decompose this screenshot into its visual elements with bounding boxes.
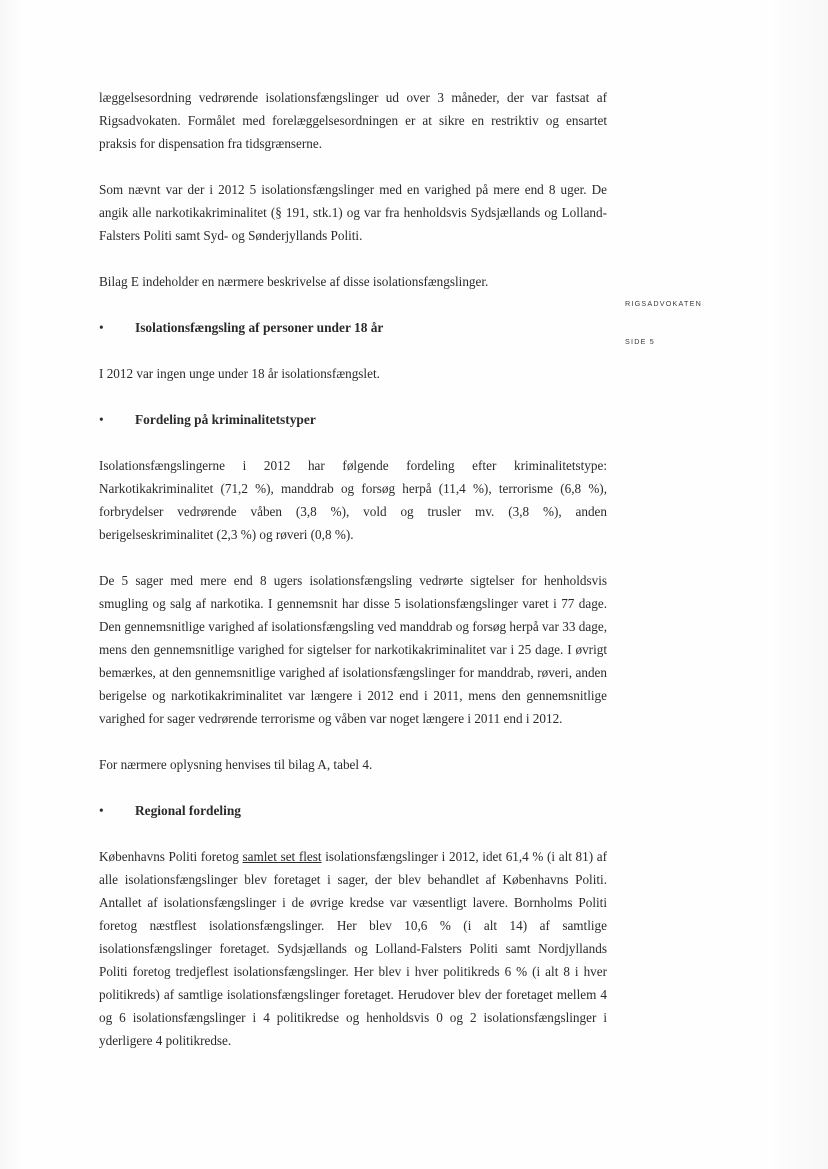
scan-left-shade [0,0,22,1169]
paragraph-8-uger: Som nævnt var der i 2012 5 isolationsfængslinger med en varighed på mere end 8 uger. De angik alle narkotikakriminalitet (§ 191, stk.1) og var fra henholdsvis Sydsjællands og Lolland-Falsters Politi samt Syd- og Sønderjyllands Politi. [99,182,607,243]
paragraph-regional [99,845,607,1052]
paragraph-kriminalitetstyper: Isolationsfængslingerne i 2012 har følgende fordeling efter kriminalitetstype: Narkotikakriminalitet (71,2 %), manddrab og forsøg herpå (11,4 %), terrorisme (6,8 %), forbrydelser vedrørende våben (3,8 %), vold og trusler mv. (3,8 %), anden berigelseskriminalitet (2,3 %) og røveri (0,8 %). [99,458,607,542]
paragraph-varighed: De 5 sager med mere end 8 ugers isolationsfængsling vedrørte sigtelser for henholdsvis smugling og salg af narkotika. I gennemsnit har disse 5 isolationsfængslinger varet i 77 dage. Den gennemsnitlige varighed af isolationsfængsling ved manddrab og forsøg herpå var 33 dage, mens den gennemsnitlige varighed for sigtelser for narkotikakriminalitet var i 25 dage. I øvrigt bemærkes, at den gennemsnitlige varighed af isolationsfængslinger for manddrab, røveri, anden berigelse og narkotikakriminalitet var længere i 2012 end i 2011, mens den gennemsnitlige varighed for sager vedrørende terrorisme og våben var noget længere i 2011 end i 2012. [99,573,607,726]
bullet-icon: • [99,412,104,427]
paragraph-bilag-e: Bilag E indeholder en nærmere beskrivelse af disse isolationsfængslinger. [99,274,489,289]
paragraph-bilag-a: For nærmere oplysning henvises til bilag A, tabel 4. [99,757,373,772]
scan-right-shade [768,0,828,1169]
heading-under-18-text: Isolationsfængsling af personer under 18 år [135,320,384,335]
underlined-phrase: samlet set flest [242,849,322,864]
paragraph-forelaeggelse: læggelsesordning vedrørende isolationsfængslinger ud over 3 måneder, der var fastsat af Rigsadvokaten. Formålet med forelæggelsesordningen er at sikre en restriktiv og ensartet praksis for dispensation fra tidsgrænserne. [99,90,607,151]
paragraph-regional-rest: isolationsfængslinger i 2012, idet 61,4 % (i alt 81) af alle isolationsfængslinger blev foretaget i sager, der blev behandlet af Københavns Politi. Antallet af isolationsfængslinger i de øvrige kredse var væsentligt lavere. Bornholms Politi foretog næstflest isolationsfængslinger. Her blev 10,6 % (i alt 14) af samtlige isolationsfængslinger foretaget. Sydsjællands og Lolland-Falsters Politi samt Nordjyllands Politi foretog tredjeflest isolationsfængslinger. Her blev i hver politikreds 6 % (i alt 8 i hver politikreds) af samtlige isolationsfængslinger foretaget. Herudover blev der foretaget mellem 4 og 6 isolationsfængslinger i 4 politikredse og henholdsvis 0 og 2 isolationsfængslinger i yderligere 4 politikredse. [99,849,608,1048]
paragraph-under-18: I 2012 var ingen unge under 18 år isolationsfængslet. [99,366,380,381]
document-body [99,86,607,1052]
heading-regional-text: Regional fordeling [135,803,242,818]
bullet-icon: • [99,320,104,335]
heading-under-18 [99,316,607,339]
heading-kriminalitetstyper [99,408,607,431]
heading-kriminalitetstyper-text: Fordeling på kriminalitetstyper [135,412,316,427]
sidebar-org-name: RIGSADVOKATEN [625,299,702,308]
sidebar-page-number: SIDE 5 [625,337,655,346]
bullet-icon: • [99,803,104,818]
heading-regional [99,799,607,822]
paragraph-regional-start: Københavns Politi foretog [99,849,243,864]
